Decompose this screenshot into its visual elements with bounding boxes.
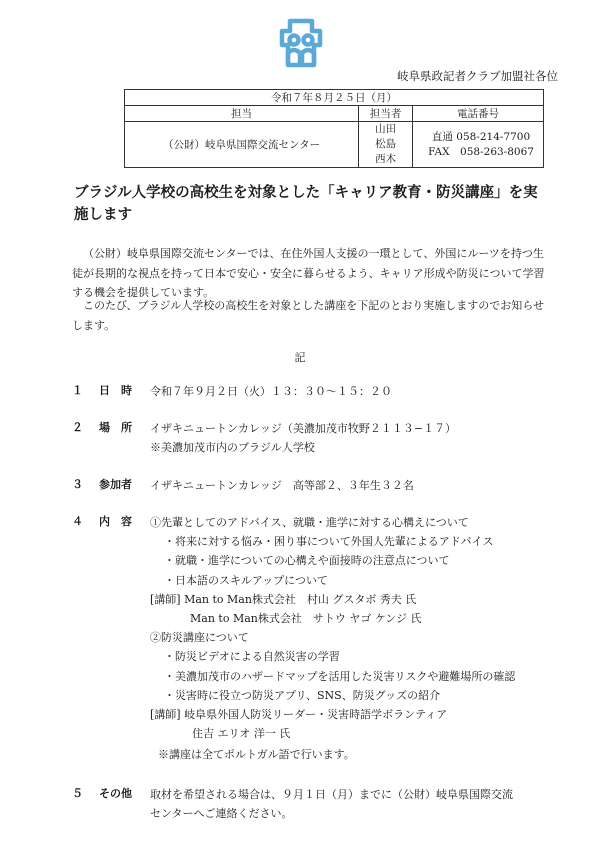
release-date: 令和７年８月２５日（月） [125,90,544,106]
staff-name: 山田 [375,123,397,135]
item-date-text [150,382,550,401]
addressee: 岐阜県政記者クラブ加盟社各位 [397,69,558,83]
item-label-content: 内 容 [99,515,132,528]
staff-name: 松島 [375,138,397,150]
language-note-text: ※講座は全てポルトガル語で行います。 [158,748,355,761]
date-text: 令和７年９月２日（火）１３：３０〜１５：２０ [150,385,392,398]
item-label-place: 場 所 [99,421,132,434]
item-place-text [150,419,550,457]
col-header-org: 担当 [125,106,359,122]
place-line: イザキニュートンカレッジ（美濃加茂市牧野２１１３−１７） [150,422,457,435]
other-line: 取材を希望される場合は、９月１日（月）までに（公財）岐阜県国際交流 [150,788,513,801]
col-header-staff: 担当者 [359,106,413,122]
phone-fax: FAX 058-263-8067 [428,145,534,158]
item-content-list [150,513,550,743]
item-number: ２ [72,421,83,434]
document-title: ブラジル人学校の高校生を対象とした「キャリア教育・防災講座」を実施します [74,185,538,223]
content-bullet: ・防災ビデオによる自然災害の学習 [164,650,340,664]
lecturer-line: [講師] Man to Man株式会社 村山 グスタボ 秀夫 氏 [150,592,417,606]
item-participants-text [150,476,550,495]
item-number: ３ [72,478,83,491]
content-bullet: ・美濃加茂市のハザードマップを活用した災害リスクや避難場所の確認 [164,669,516,683]
other-line: センターへご連絡ください。 [150,807,293,821]
body-paragraph-2: このたび、ブラジル人学校の高校生を対象とした講座を下記のとおり実施しますのでお知らせします。 [72,299,544,332]
content-bullet: ・日本語のスキルアップについて [164,573,328,587]
item-number: ４ [72,515,83,528]
lecturer-line: 住吉 エリオ 洋一 氏 [192,727,291,741]
contact-table [124,89,544,168]
language-note [158,745,558,764]
phone-list [413,122,544,168]
item-label-other: その他 [99,787,132,800]
content-bullet: ・就職・進学についての心構えや面接時の注意点について [164,554,450,568]
lecturer-line: [講師] 岐阜県外国人防災リーダー・災害時語学ボランティア [150,708,448,722]
col-header-phone: 電話番号 [413,106,544,122]
item-number: １ [72,384,83,397]
participants-text: イザキニュートンカレッジ 高等部２、３年生３２名 [150,479,414,492]
staff-list [359,122,413,168]
org-name: （公財）岐阜県国際交流センター [125,122,359,168]
item-other-text [150,785,550,823]
place-note: ※美濃加茂市内のブラジル人学校 [150,441,315,455]
people-group-logo-icon [272,13,330,71]
body-paragraph-1: （公財）岐阜県国際交流センターでは、在住外国人支援の一環として、外国にルーツを持つ生徒が長期的な視点を持って日本で安心・安全に暮らせるよう、キャリア形成や防災について学習する機会を提供しています。 [72,247,545,299]
item-number: ５ [72,787,83,800]
content-heading-1: ①先輩としてのアドバイス、就職・進学に対する心構えについて [150,516,469,529]
content-bullet: ・災害時に役立つ防災アプリ、SNS、防災グッズの紹介 [164,688,441,702]
content-bullet: ・将来に対する悩み・困り事について外国人先輩によるアドバイス [164,535,494,549]
item-label-participants: 参加者 [99,478,132,491]
content-heading-2: ②防災講座について [150,631,249,645]
item-label-date: 日 時 [99,384,132,397]
phone-direct: 直通 058-214-7700 [431,130,531,143]
ki-heading: 記 [294,351,306,364]
lecturer-line: Man to Man株式会社 サトウ ヤゴ ケンジ 氏 [190,612,422,626]
staff-name: 西木 [375,153,397,165]
